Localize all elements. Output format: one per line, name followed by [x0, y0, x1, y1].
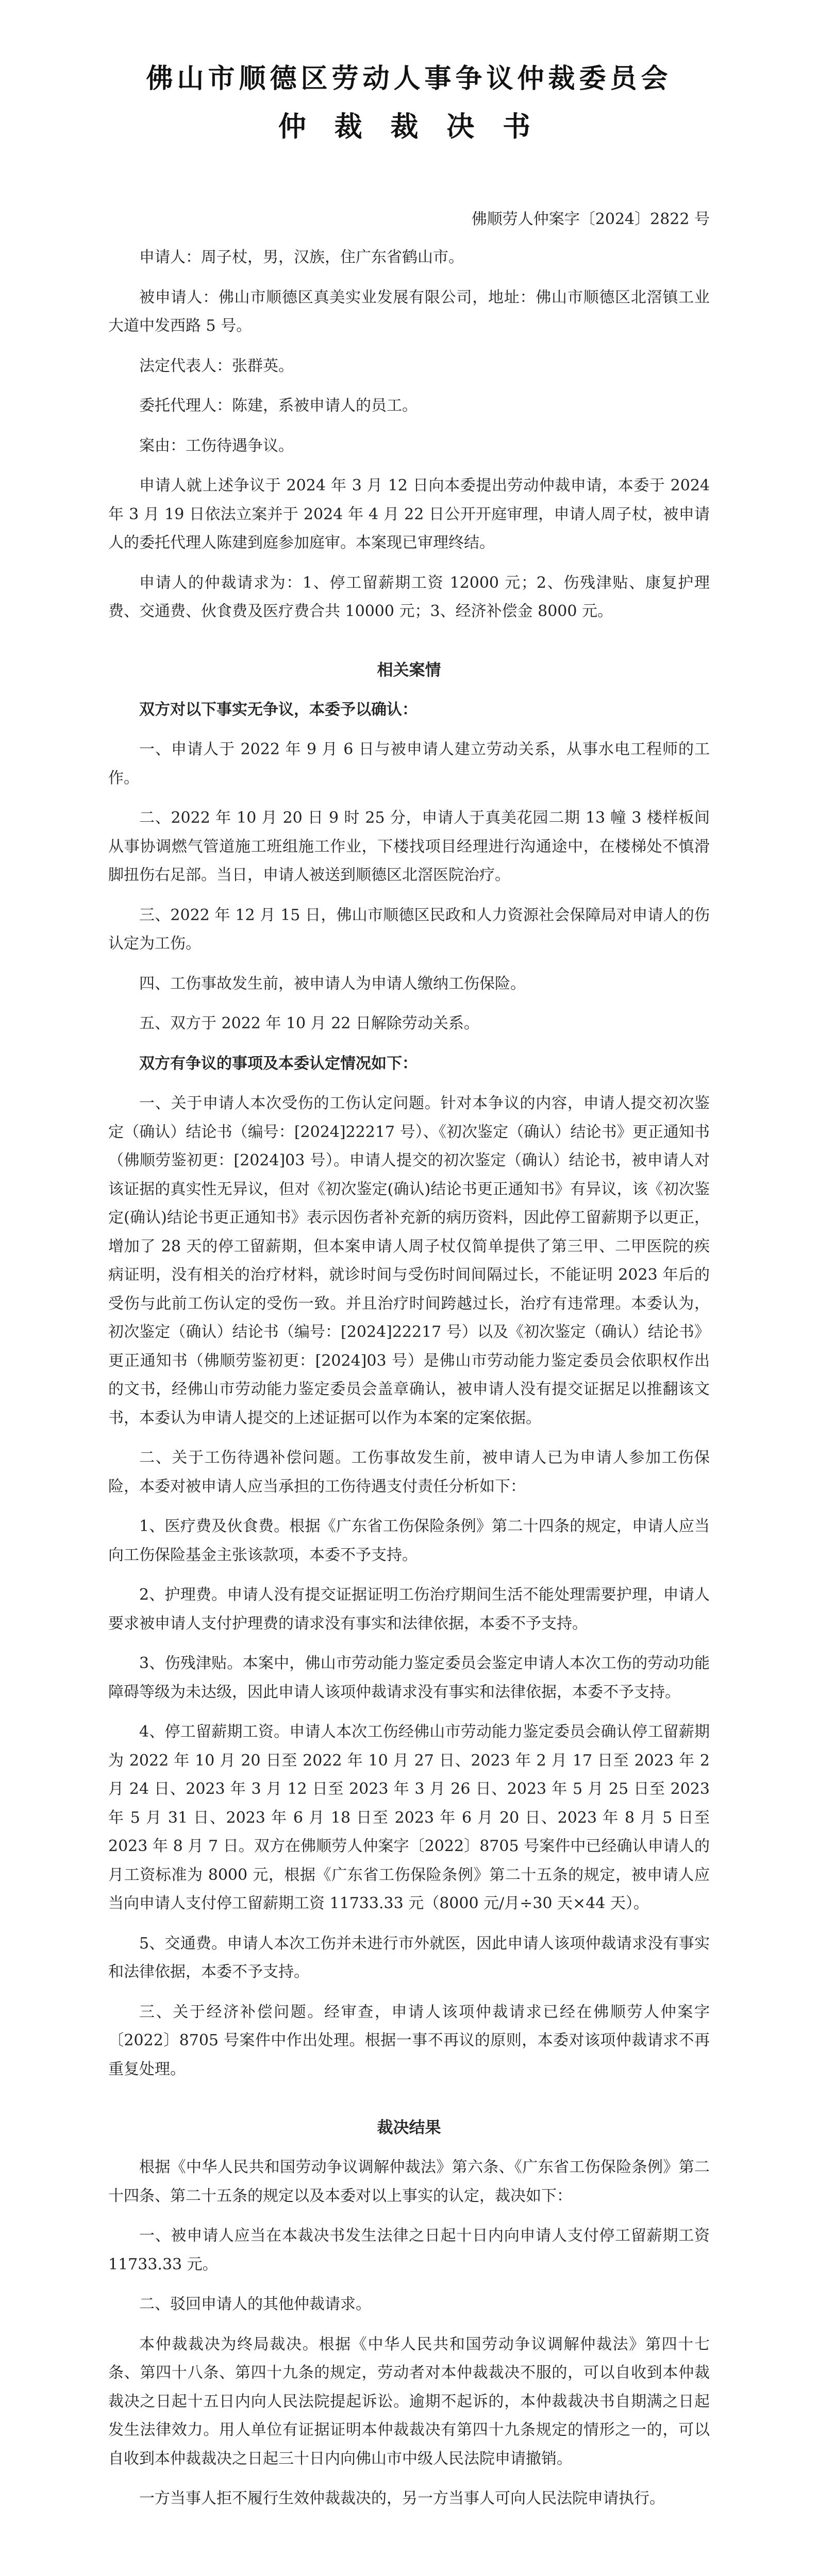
claims-paragraph: 申请人的仲裁请求为：1、停工留薪期工资 12000 元；2、伤残津贴、康复护理费、交通费、伙食费及医疗费合共 10000 元；3、经济补偿金 8000 元。: [108, 573, 710, 620]
disputed-item: 二、关于工伤待遇补偿问题。工伤事故发生前，被申请人已为申请人参加工伤保险，本委对被申请人应当承担的工伤待遇支付责任分析如下：: [108, 1449, 710, 1496]
undisputed-item: 三、2022 年 12 月 15 日，佛山市顺德区民政和人力资源社会保障局对申请人的伤认定为工伤。: [108, 906, 710, 953]
ruling-item: 二、驳回申请人的其他仲裁请求。: [139, 2295, 371, 2313]
disputed-item: 三、关于经济补偿问题。经审查，申请人该项仲裁请求已经在佛顺劳人仲案字〔2022〕8705 号案件中作出处理。根据一事不再议的原则，本委对该项仲裁请求不再重复处理。: [108, 2003, 710, 2078]
applicant-line: 申请人：周子杖，男，汉族，住广东省鹤山市。: [139, 248, 464, 266]
agent-line: 委托代理人：陈建，系被申请人的员工。: [139, 397, 418, 415]
parties-section: [108, 243, 710, 460]
legal-representative-line: 法定代表人：张群英。: [139, 357, 294, 375]
respondent-line: 被申请人：佛山市顺德区真美实业发展有限公司，地址：佛山市顺德区北滘镇工业大道中发西路 5 号。: [108, 288, 710, 335]
intro-section: [108, 471, 710, 626]
undisputed-lead: 双方对以下事实无争议，本委予以确认：: [139, 700, 418, 719]
undisputed-item: 一、申请人于 2022 年 9 月 6 日与被申请人建立劳动关系，从事水电工程师的工作。: [108, 740, 710, 787]
ruling-item: 一、被申请人应当在本裁决书发生法律之日起十日内向申请人支付停工留薪期工资 11733.33 元。: [108, 2227, 710, 2274]
case-number: 佛顺劳人仲案字〔2024〕2822 号: [471, 210, 710, 228]
ruling-heading: 裁决结果: [377, 2119, 441, 2137]
disputed-item: 1、医疗费及伙食费。根据《广东省工伤保险条例》第二十四条的规定，申请人应当向工伤保险基金主张该款项，本委不予支持。: [108, 1517, 710, 1564]
undisputed-item: 二、2022 年 10 月 20 日 9 时 25 分，申请人于真美花园二期 13 幢 3 楼样板间从事协调燃气管道施工班组施工作业，下楼找项目经理进行沟通途中，在楼梯处不慎滑脚扭伤右足部。当日，申请人被送到顺德区北滘医院治疗。: [108, 809, 710, 884]
disputed-item: 3、伤残津贴。本案中，佛山市劳动能力鉴定委员会鉴定申请人本次工伤的劳动功能障碍等级为未达级，因此申请人该项仲裁请求没有事实和法律依据，本委不予支持。: [108, 1654, 710, 1701]
cause-of-action-line: 案由：工伤待遇争议。: [139, 436, 294, 455]
disputed-item: 2、护理费。申请人没有提交证据证明工伤治疗期间生活不能处理需要护理，申请人要求被申请人支付护理费的请求没有事实和法律依据，本委不予支持。: [108, 1586, 710, 1633]
facts-section: [108, 657, 710, 2084]
procedure-paragraph: 申请人就上述争议于 2024 年 3 月 12 日向本委提出劳动仲裁申请，本委于 2024 年 3 月 19 日依法立案并于 2024 年 4 月 22 日公开开庭审理，申请人周子杖，被申请人的委托代理人陈建到庭参加庭审。本案现已审理终结。: [108, 477, 710, 552]
document-type-title: 仲 裁 裁 决 书: [278, 110, 540, 143]
facts-heading: 相关案情: [377, 660, 441, 680]
disputed-item: 一、关于申请人本次受伤的工伤认定问题。针对本争议的内容，申请人提交初次鉴定（确认）结论书（编号：[2024]22217 号）、《初次鉴定（确认）结论书》更正通知书（佛顺劳鉴初更：[2024]03 号）。申请人提交的初次鉴定（确认）结论书，被申请人对该证据的真实性无异议，但对《初次鉴定(确认)结论书更正通知书》有异议，该《初次鉴定(确认)结论书更正通知书》表示因伤者补充新的病历资料，因此停工留薪期予以更正，增加了 28 天的停工留薪期，但本案申请人周子杖仅简单提供了第三甲、二甲医院的疾病证明，没有相关的治疗材料，就诊时间与受伤时间间隔过长，不能证明 2023 年后的受伤与此前工伤认定的受伤一致。并且治疗时间跨越过长，治疗有违常理。本委认为，初次鉴定（确认）结论书（编号：[2024]22217 号）以及《初次鉴定（确认）结论书》更正通知书（佛顺劳鉴初更：[2024]03 号）是佛山市劳动能力鉴定委员会依职权作出的文书，经佛山市劳动能力鉴定委员会盖章确认，被申请人没有提交证据足以推翻该文书，本委认为申请人提交的上述证据可以作为本案的定案依据。: [108, 1094, 710, 1427]
ruling-section: [108, 2114, 710, 2513]
finality-notice: 本仲裁裁决为终局裁决。根据《中华人民共和国劳动争议调解仲裁法》第四十七条、第四十八条、第四十九条的规定，劳动者对本仲裁裁决不服的，可以自收到本仲裁裁决之日起十五日内向人民法院提起诉讼。逾期不起诉的，本仲裁裁决书自期满之日起发生法律效力。用人单位有证据证明本仲裁裁决有第四十九条规定的情形之一的，可以自收到本仲裁裁决之日起三十日内向佛山市中级人民法院申请撤销。: [108, 2335, 710, 2468]
enforcement-notice: 一方当事人拒不履行生效仲裁裁决的，另一方当事人可向人民法院申请执行。: [139, 2489, 665, 2507]
ruling-lead: 根据《中华人民共和国劳动争议调解仲裁法》第六条、《广东省工伤保险条例》第二十四条、第二十五条的规定以及本委对以上事实的认定，裁决如下：: [108, 2158, 710, 2205]
disputed-item: 5、交通费。申请人本次工伤并未进行市外就医，因此申请人该项仲裁请求没有事实和法律依据，本委不予支持。: [108, 1934, 710, 1981]
disputed-lead: 双方有争议的事项及本委认定情况如下：: [139, 1054, 418, 1073]
issuing-organization: 佛山市顺德区劳动人事争议仲裁委员会: [146, 63, 672, 94]
disputed-item: 4、停工留薪期工资。申请人本次工伤经佛山市劳动能力鉴定委员会确认停工留薪期为 2022 年 10 月 20 日至 2022 年 10 月 27 日、2023 年 2 月 17 日至 2023 年 2 月 24 日、2023 年 3 月 12 日至 2023 年 3 月 26 日、2023 年 5 月 25 日至 2023 年 5 月 31 日、2023 年 6 月 18 日至 2023 年 6 月 20 日、2023 年 8 月 5 日至 2023 年 8 月 7 日。双方在佛顺劳人仲案字〔2022〕8705 号案件中已经确认申请人的月工资标准为 8000 元，根据《广东省工伤保险条例》第二十五条的规定，被申请人应当向申请人支付停工留薪期工资 11733.33 元（8000 元/月÷30 天×44 天）。: [108, 1723, 710, 1912]
undisputed-item: 四、工伤事故发生前，被申请人为申请人缴纳工伤保险。: [139, 974, 526, 993]
undisputed-item: 五、双方于 2022 年 10 月 22 日解除劳动关系。: [139, 1014, 479, 1032]
